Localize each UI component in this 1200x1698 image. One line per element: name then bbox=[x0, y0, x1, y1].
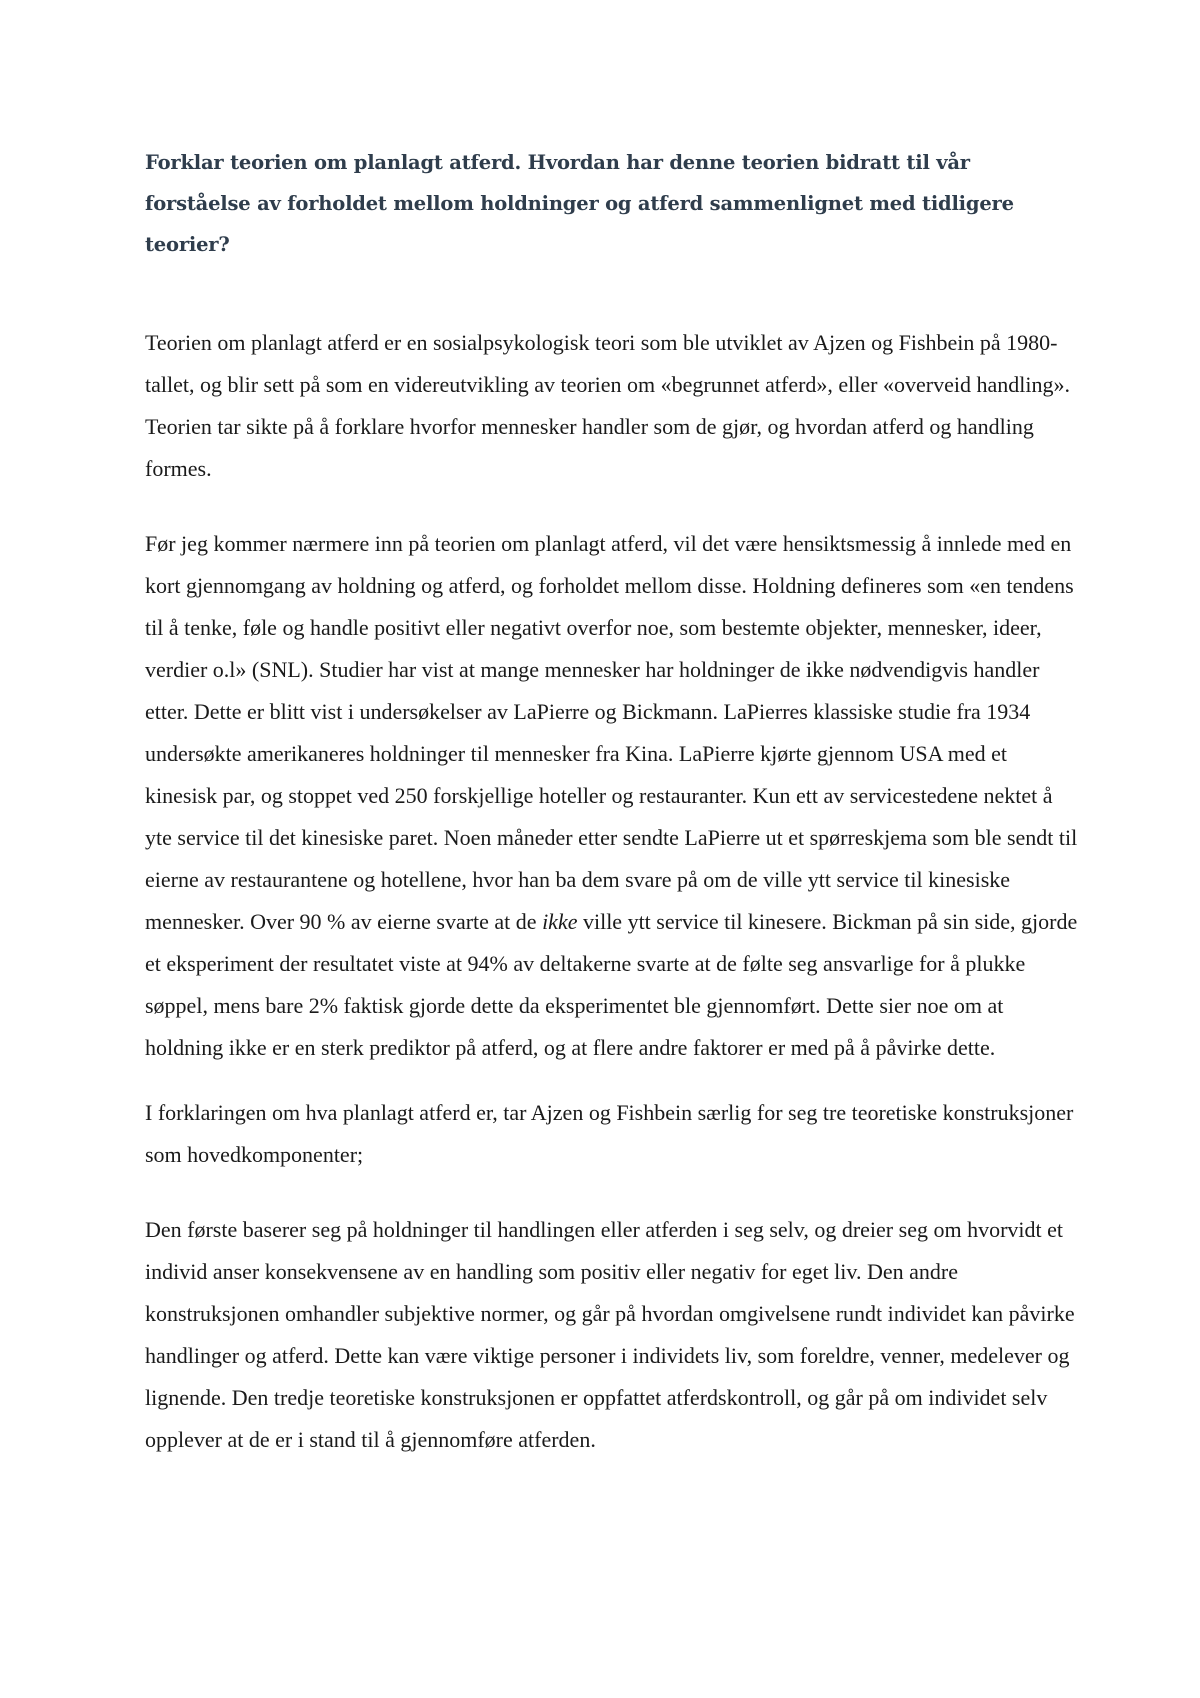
paragraph-2-text-start: Før jeg kommer nærmere inn på teorien om planlagt atferd, vil det være hensiktsmessig å innlede med en kort gjennomgang av holdning og atferd, og forholdet mellom disse. Holdning defineres som «en tendens til å tenke, føle og handle positivt eller negativt overfor noe, som bestemte objekter, mennesker, ideer, verdier o.l» (SNL). Studier har vist at mange mennesker har holdninger de ikke nødvendigvis handler etter. Dette er blitt vist i undersøkelser av LaPierre og Bickmann. LaPierres klassiske studie fra 1934 undersøkte amerikaneres holdninger til mennesker fra Kina. LaPierre kjørte gjennom USA med et kinesisk par, og stoppet ved 250 forskjellige hoteller og restauranter. Kun ett av servicestedene nektet å yte service til det kinesiske paret. Noen måneder etter sendte LaPierre ut et spørreskjema som ble sendt til eierne av restaurantene og hotellene, hvor han ba dem svare på om de ville ytt service til kinesiske mennesker. Over 90 % av eierne svarte at de bbox=[145, 531, 1078, 934]
emphasis-ikke: ikke bbox=[542, 909, 578, 934]
paragraph-introduction: Teorien om planlagt atferd er en sosialpsykologisk teori som ble utviklet av Ajzen og Fishbein på 1980-tallet, og blir sett på som en videreutvikling av teorien om «begrunnet atferd», eller «overveid handling». Teorien tar sikte på å forklare hvorfor mennesker handler som de gjør, og hvordan atferd og handling formes. bbox=[145, 330, 1070, 481]
question-heading: Forklar teorien om planlagt atferd. Hvordan har denne teorien bidratt til vår forståelse av forholdet mellom holdninger og atferd sammenlignet med tidligere teorier? bbox=[145, 151, 1014, 256]
paragraph-three-constructs: Den første baserer seg på holdninger til handlingen eller atferden i seg selv, og dreier seg om hvorvidt et individ anser konsekvensene av en handling som positiv eller negativ for eget liv. Den andre konstruksjonen omhandler subjektive normer, og går på hvordan omgivelsene rundt individet kan påvirke handlinger og atferd. Dette kan være viktige personer i individets liv, som foreldre, venner, medelever og lignende. Den tredje teoretiske konstruksjonen er oppfattet atferdskontroll, og går på om individet selv opplever at de er i stand til å gjennomføre atferden. bbox=[145, 1217, 1075, 1452]
paragraph-components-intro: I forklaringen om hva planlagt atferd er, tar Ajzen og Fishbein særlig for seg tre teoretiske konstruksjoner som hovedkomponenter; bbox=[145, 1100, 1074, 1167]
paragraph-2-text-end: ville ytt service til kinesere. Bickman på sin side, gjorde et eksperiment der resultatet viste at 94% av deltakerne svarte at de følte seg ansvarlige for å plukke søppel, mens bare 2% faktisk gjorde dette da eksperimentet ble gjennomført. Dette sier noe om at holdning ikke er en sterk prediktor på atferd, og at flere andre faktorer er med på å påvirke dette. bbox=[145, 909, 1078, 1060]
document-body bbox=[145, 142, 1080, 1461]
paragraph-attitude-behavior bbox=[145, 523, 1080, 1069]
